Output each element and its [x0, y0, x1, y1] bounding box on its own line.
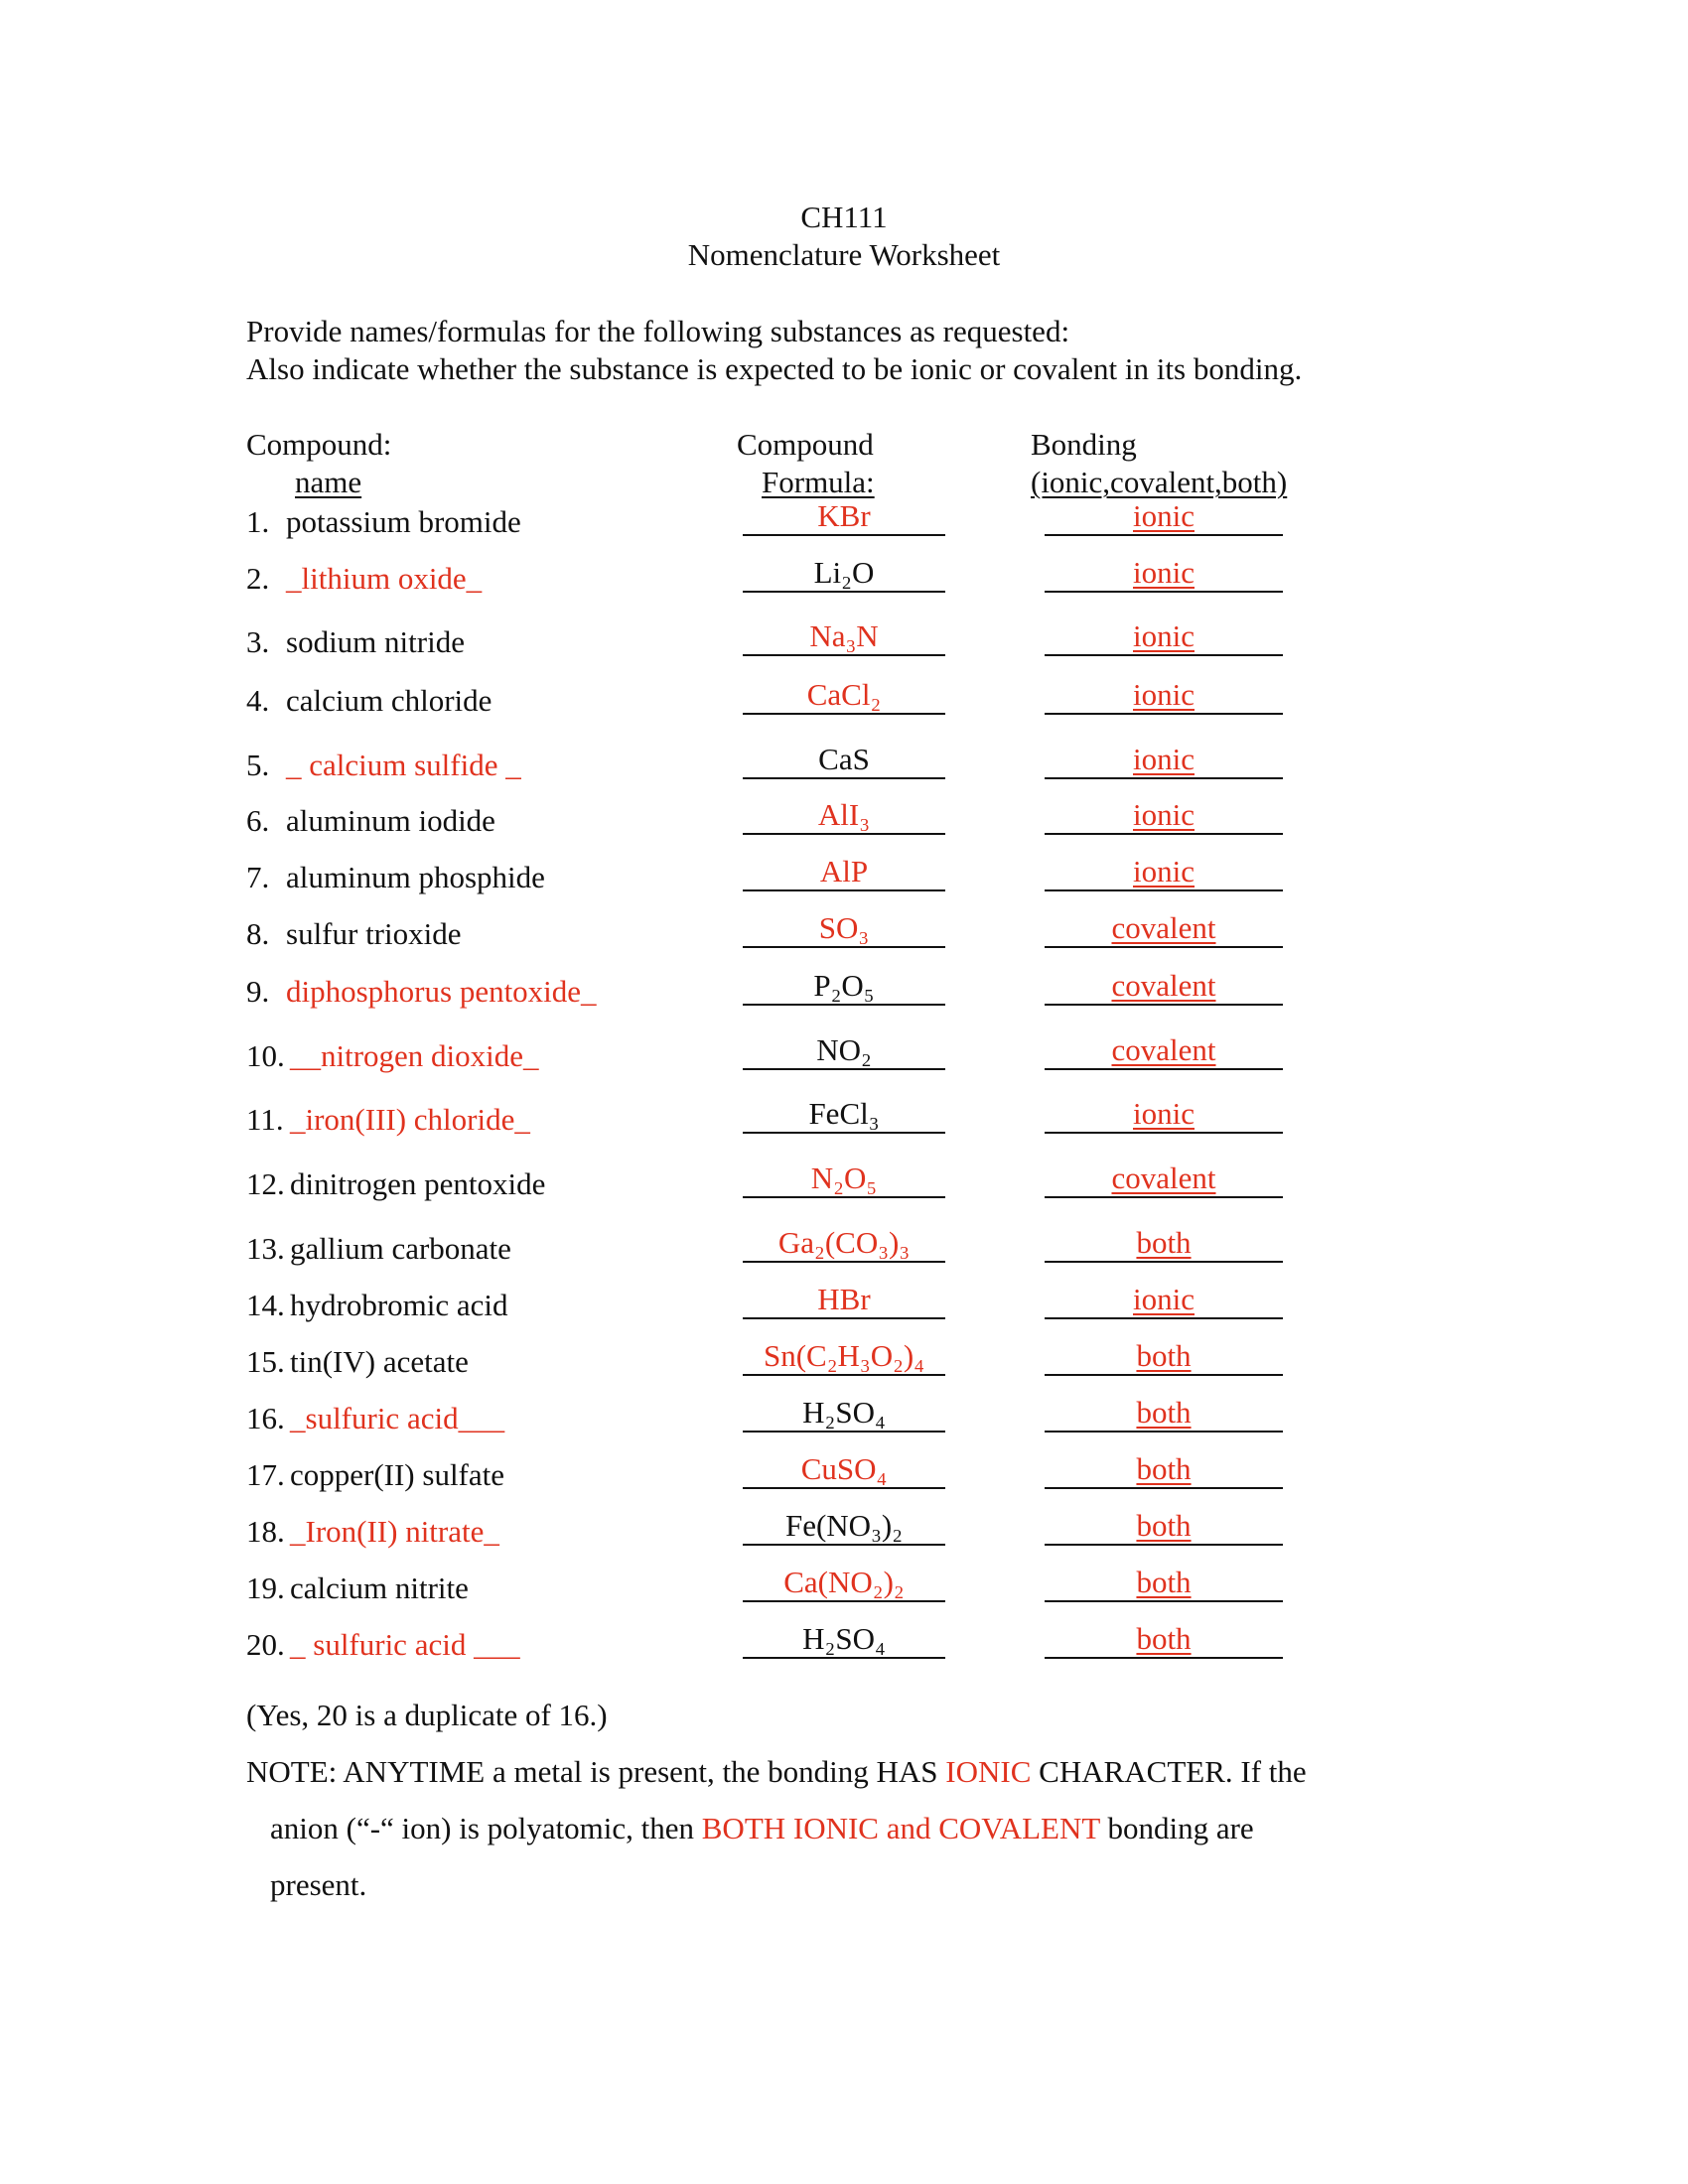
bonding-cell [1045, 1096, 1283, 1134]
bonding-cell [1045, 1032, 1283, 1070]
table-row [0, 966, 1688, 1010]
compound-name: aluminum phosphide [286, 860, 545, 894]
compound-formula: H₂SO₄ [802, 1621, 886, 1656]
bonding-type: both [1136, 1621, 1192, 1656]
table-row [0, 1223, 1688, 1267]
compound-column-header: Compound: [246, 427, 392, 462]
table-row [0, 496, 1688, 540]
compound-name: hydrobromic acid [290, 1288, 508, 1322]
row-number: 20. [246, 1627, 285, 1662]
row-number: 6. [246, 803, 270, 838]
bonding-column-header: Bonding [1031, 427, 1137, 462]
table-row [0, 1159, 1688, 1202]
table-row [0, 1336, 1688, 1380]
bonding-type: ionic [1133, 1282, 1195, 1316]
row-number: 10. [246, 1038, 285, 1073]
table-row [0, 1393, 1688, 1436]
bonding-note-line-2 [270, 1813, 1254, 1843]
compound-formula: Ca(NO₂)₂ [783, 1565, 905, 1599]
bonding-cell [1045, 498, 1283, 536]
row-number: 15. [246, 1344, 285, 1379]
bonding-cell [1045, 1621, 1283, 1659]
formula-cell [743, 854, 945, 891]
formula-cell [743, 1621, 945, 1659]
compound-formula: HBr [817, 1282, 871, 1316]
row-number: 4. [246, 683, 270, 718]
bonding-cell [1045, 1338, 1283, 1376]
compound-formula: Na₃N [809, 618, 879, 653]
formula-cell [743, 1096, 945, 1134]
compound-formula: Sn(C₂H₃O₂)₄ [763, 1338, 925, 1373]
compound-name: _ sulfuric acid ___ [290, 1627, 520, 1662]
row-number: 12. [246, 1166, 285, 1201]
table-row [0, 1280, 1688, 1323]
formula-cell [743, 1225, 945, 1263]
table-row [0, 908, 1688, 952]
compound-name: aluminum iodide [286, 803, 495, 838]
note-text: CHARACTER. If the [1031, 1754, 1307, 1789]
table-row [0, 1030, 1688, 1074]
formula-cell [743, 1565, 945, 1602]
bonding-type: covalent [1111, 968, 1216, 1003]
compound-formula: AlI₃ [817, 797, 871, 832]
formula-cell [743, 1282, 945, 1319]
compound-name: sulfur trioxide [286, 916, 462, 951]
note-text: bonding are [1099, 1811, 1254, 1845]
bonding-cell [1045, 1395, 1283, 1433]
bonding-type: ionic [1133, 498, 1195, 533]
formula-cell [743, 498, 945, 536]
bonding-type: both [1136, 1338, 1192, 1373]
compound-name: copper(II) sulfate [290, 1457, 505, 1492]
formula-cell [743, 618, 945, 656]
bonding-type: both [1136, 1395, 1192, 1430]
table-row [0, 1449, 1688, 1493]
compound-formula: Fe(NO₃)₂ [784, 1508, 904, 1543]
formula-column-header: Compound [737, 427, 874, 462]
row-number: 7. [246, 860, 270, 894]
compound-formula: N₂O₅ [810, 1160, 878, 1195]
bonding-type: ionic [1133, 677, 1195, 712]
compound-formula: NO₂ [816, 1032, 872, 1067]
table-row [0, 1619, 1688, 1663]
worksheet-title: Nomenclature Worksheet [687, 237, 1001, 272]
row-number: 13. [246, 1231, 285, 1266]
instruction-line-1: Provide names/formulas for the following substances as requested: [246, 314, 1070, 348]
formula-cell [743, 910, 945, 948]
table-row [0, 553, 1688, 597]
bonding-type: both [1136, 1451, 1192, 1486]
row-number: 14. [246, 1288, 285, 1322]
formula-cell [743, 968, 945, 1006]
bonding-cell [1045, 618, 1283, 656]
bonding-type: ionic [1133, 618, 1195, 653]
compound-formula: AlP [819, 854, 869, 888]
bonding-type: both [1136, 1225, 1192, 1260]
formula-cell [743, 677, 945, 715]
note-text: NOTE: ANYTIME a metal is present, the bonding HAS [246, 1754, 946, 1789]
formula-cell [743, 797, 945, 835]
compound-formula: P₂O₅ [813, 968, 875, 1003]
bonding-type: ionic [1133, 555, 1195, 590]
formula-cell [743, 1395, 945, 1433]
table-row [0, 1563, 1688, 1606]
note-both-highlight: BOTH IONIC and COVALENT [701, 1811, 1100, 1845]
instruction-line-2: Also indicate whether the substance is expected to be ionic or covalent in its bonding. [246, 351, 1303, 386]
bonding-type: ionic [1133, 854, 1195, 888]
compound-name: __nitrogen dioxide_ [290, 1038, 539, 1073]
bonding-type: ionic [1133, 1096, 1195, 1131]
table-row [0, 616, 1688, 660]
compound-name: calcium nitrite [290, 1570, 469, 1605]
compound-formula: H₂SO₄ [802, 1395, 886, 1430]
formula-cell [743, 742, 945, 779]
compound-formula: CaCl₂ [806, 677, 882, 712]
bonding-cell [1045, 910, 1283, 948]
bonding-type: covalent [1111, 1032, 1216, 1067]
compound-name: diphosphorus pentoxide_ [286, 974, 597, 1009]
table-row [0, 1094, 1688, 1138]
bonding-cell [1045, 677, 1283, 715]
formula-cell [743, 555, 945, 593]
compound-name: _iron(III) chloride_ [290, 1102, 530, 1137]
compound-name: tin(IV) acetate [290, 1344, 469, 1379]
bonding-cell [1045, 797, 1283, 835]
table-row [0, 675, 1688, 719]
compound-name: _sulfuric acid___ [290, 1401, 505, 1435]
table-row [0, 740, 1688, 783]
row-number: 8. [246, 916, 270, 951]
note-ionic-highlight: IONIC [945, 1754, 1032, 1789]
bonding-type: ionic [1133, 742, 1195, 776]
formula-cell [743, 1338, 945, 1376]
bonding-cell [1045, 1282, 1283, 1319]
formula-column-subheader: Formula: [762, 465, 875, 499]
bonding-type: covalent [1111, 1160, 1216, 1195]
course-code: CH111 [800, 200, 888, 234]
bonding-cell [1045, 1565, 1283, 1602]
compound-formula: KBr [817, 498, 871, 533]
compound-formula: CuSO₄ [800, 1451, 888, 1486]
bonding-cell [1045, 1160, 1283, 1198]
bonding-cell [1045, 1508, 1283, 1546]
table-row [0, 795, 1688, 839]
note-text: anion (“-“ ion) is polyatomic, then [270, 1811, 702, 1845]
table-row [0, 1506, 1688, 1550]
bonding-type: ionic [1133, 797, 1195, 832]
bonding-note-line-3: present. [270, 1867, 367, 1902]
row-number: 3. [246, 624, 270, 659]
compound-formula: FeCl₃ [808, 1096, 880, 1131]
compound-name: _Iron(II) nitrate_ [290, 1514, 499, 1549]
compound-name: sodium nitride [286, 624, 465, 659]
formula-cell [743, 1451, 945, 1489]
formula-cell [743, 1508, 945, 1546]
row-number: 1. [246, 504, 270, 539]
row-number: 5. [246, 748, 270, 782]
bonding-type: both [1136, 1508, 1192, 1543]
compound-formula: Ga₂(CO₃)₃ [777, 1225, 911, 1260]
duplicate-note: (Yes, 20 is a duplicate of 16.) [246, 1698, 608, 1732]
compound-formula: SO₃ [818, 910, 870, 945]
bonding-cell [1045, 1225, 1283, 1263]
compound-name: _lithium oxide_ [286, 561, 483, 596]
row-number: 2. [246, 561, 270, 596]
bonding-column-subheader: (ionic,covalent,both) [1031, 465, 1288, 499]
table-row [0, 852, 1688, 895]
compound-name: calcium chloride [286, 683, 492, 718]
formula-cell [743, 1160, 945, 1198]
compound-name: _ calcium sulfide _ [286, 748, 521, 782]
bonding-note-line-1 [246, 1756, 1307, 1787]
compound-formula: Li₂O [813, 555, 875, 590]
bonding-cell [1045, 742, 1283, 779]
row-number: 9. [246, 974, 270, 1009]
row-number: 16. [246, 1401, 285, 1435]
row-number: 17. [246, 1457, 285, 1492]
row-number: 19. [246, 1570, 285, 1605]
bonding-cell [1045, 1451, 1283, 1489]
bonding-cell [1045, 854, 1283, 891]
bonding-type: covalent [1111, 910, 1216, 945]
row-number: 11. [246, 1102, 284, 1137]
compound-name: dinitrogen pentoxide [290, 1166, 546, 1201]
formula-cell [743, 1032, 945, 1070]
bonding-cell [1045, 555, 1283, 593]
bonding-cell [1045, 968, 1283, 1006]
compound-formula: CaS [818, 742, 870, 776]
compound-name: gallium carbonate [290, 1231, 511, 1266]
bonding-type: both [1136, 1565, 1192, 1599]
compound-name: potassium bromide [286, 504, 521, 539]
row-number: 18. [246, 1514, 285, 1549]
compound-column-subheader: name [295, 465, 362, 499]
